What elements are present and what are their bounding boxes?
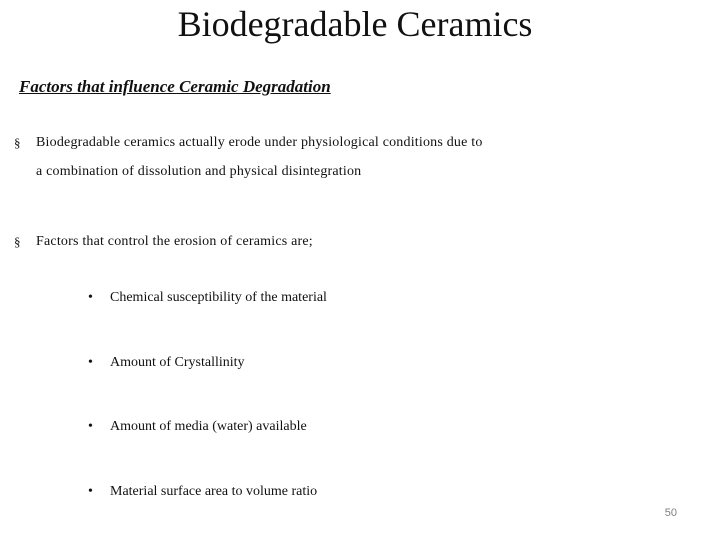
square-bullet-icon: § — [14, 234, 21, 249]
round-bullet-icon: • — [88, 419, 93, 434]
sub-list-item — [88, 482, 317, 502]
square-bullet-icon: § — [14, 135, 21, 150]
round-bullet-icon: • — [88, 290, 93, 305]
bullet-text-line: Factors that control the erosion of ceramics are; — [36, 234, 313, 249]
slide-subtitle: Factors that influence Ceramic Degradation — [19, 77, 331, 96]
sub-list-item — [88, 288, 327, 308]
sub-list-item — [88, 353, 245, 373]
round-bullet-icon: • — [88, 484, 93, 499]
page-number: 50 — [664, 507, 677, 519]
slide-title: Biodegradable Ceramics — [177, 4, 533, 44]
sub-list-item-text: Amount of Crystallinity — [110, 355, 245, 370]
bullet-text-line: Biodegradable ceramics actually erode under physiological conditions due to — [36, 135, 483, 150]
sub-list-item — [88, 417, 307, 437]
sub-list-item-text: Chemical susceptibility of the material — [110, 290, 327, 305]
sub-list-item-text: Amount of media (water) available — [110, 419, 307, 434]
round-bullet-icon: • — [88, 355, 93, 370]
sub-list-item-text: Material surface area to volume ratio — [110, 484, 318, 499]
bullet-text-line: a combination of dissolution and physical disintegration — [36, 164, 362, 179]
